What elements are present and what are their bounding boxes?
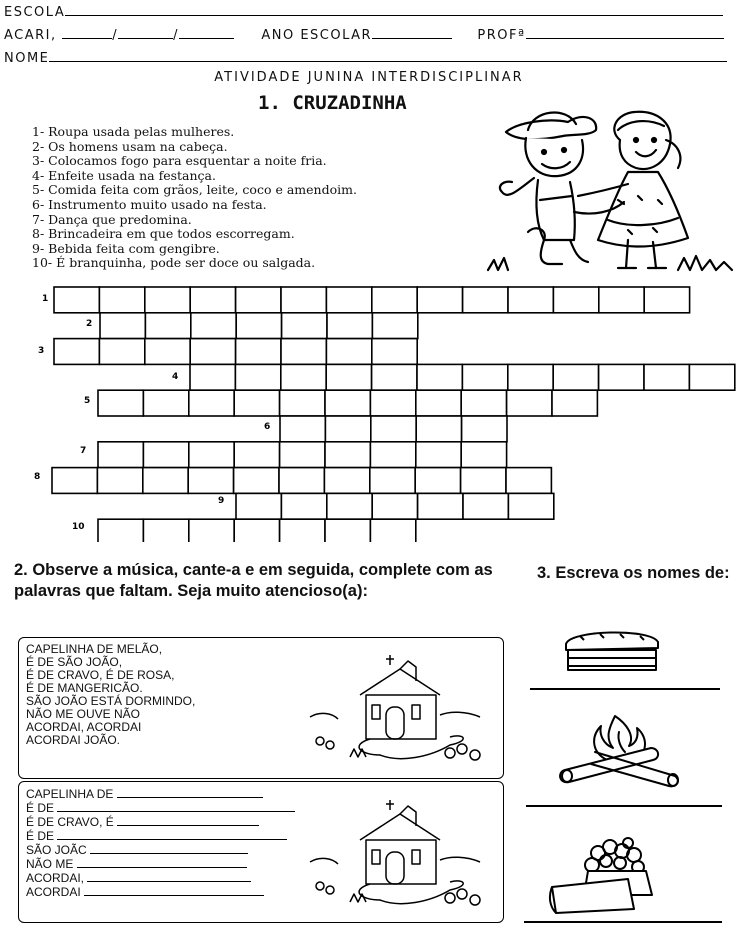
crossword-cell[interactable] — [280, 416, 325, 442]
row-number: 7 — [80, 446, 87, 456]
crossword-cell[interactable] — [461, 442, 506, 468]
crossword-cell[interactable] — [461, 390, 506, 416]
crossword-cell[interactable] — [326, 364, 371, 390]
crossword-cell[interactable] — [281, 339, 326, 365]
crossword-cell[interactable] — [370, 390, 415, 416]
school-field[interactable] — [65, 4, 723, 16]
crossword-cell[interactable] — [191, 313, 236, 339]
crossword-cell[interactable] — [507, 390, 552, 416]
dancing-couple-illustration — [478, 100, 736, 278]
crossword-cell[interactable] — [418, 493, 463, 519]
fill-blank[interactable] — [90, 843, 248, 854]
activity-title: ATIVIDADE JUNINA INTERDISCIPLINAR — [214, 70, 524, 85]
crossword-cell[interactable] — [372, 313, 417, 339]
fill-blank[interactable] — [77, 857, 247, 868]
crossword-cell[interactable] — [689, 364, 734, 390]
fill-blank[interactable] — [117, 787, 263, 798]
crossword-cell[interactable] — [54, 339, 99, 365]
crossword-cell[interactable] — [52, 468, 97, 494]
fill-line-label: É DE CRAVO, É — [26, 815, 114, 829]
chapel-illustration — [290, 790, 490, 920]
fill-blank[interactable] — [57, 801, 295, 812]
crossword-cell[interactable] — [280, 519, 325, 542]
crossword-cell[interactable] — [372, 493, 417, 519]
month-field[interactable] — [118, 27, 173, 39]
crossword-cell[interactable] — [99, 339, 144, 365]
song-line: É DE CRAVO, É DE ROSA, — [26, 668, 175, 682]
row-number: 9 — [218, 496, 225, 506]
song-line: É DE SÃO JOÃO, — [26, 655, 123, 669]
crossword-cell[interactable] — [599, 364, 644, 390]
crossword-cell[interactable] — [281, 493, 326, 519]
crossword-cell[interactable] — [189, 519, 234, 542]
row-number: 8 — [34, 472, 41, 482]
song-line: CAPELINHA DE MELÃO, — [26, 642, 163, 656]
crossword-cell[interactable] — [372, 364, 417, 390]
fill-line-label: ACORDAI — [26, 885, 81, 899]
crossword-cell[interactable] — [416, 442, 461, 468]
section1-title: 1. CRUZADINHA — [258, 92, 407, 114]
date-line — [4, 27, 724, 43]
teacher-label: PROFª — [477, 28, 526, 43]
crossword-cell[interactable] — [552, 390, 597, 416]
song-line: É DE MANGERICÃO. — [26, 681, 143, 695]
crossword-cell[interactable] — [463, 287, 508, 313]
date-slash: / — [173, 28, 180, 43]
clue-item: 6- Instrumento muito usado na festa. — [32, 196, 267, 212]
crossword-cell[interactable] — [145, 313, 190, 339]
answer-line[interactable] — [530, 688, 720, 690]
row-number: 4 — [172, 372, 179, 382]
fill-line-label: CAPELINHA DE — [26, 787, 114, 801]
crossword-cell[interactable] — [370, 519, 415, 542]
fill-blank[interactable] — [57, 829, 287, 840]
school-year-field[interactable] — [372, 27, 452, 39]
crossword-cell[interactable] — [99, 287, 144, 313]
crossword-cell[interactable] — [54, 287, 99, 313]
crossword-cell[interactable] — [416, 416, 461, 442]
crossword-cell[interactable] — [508, 493, 553, 519]
fill-blank[interactable] — [84, 885, 264, 896]
chapel-illustration — [290, 645, 490, 775]
row-number: 6 — [264, 422, 271, 432]
section3-title: 3. Escreva os nomes de: — [537, 564, 730, 582]
crossword-cell[interactable] — [325, 390, 370, 416]
section2-title: 2. Observe a música, cante-a e em seguida, complete com as palavras que faltam. Seja muito atencioso(a): — [14, 561, 493, 600]
song-line: ACORDAI JOÃO. — [26, 733, 121, 747]
year-field[interactable] — [179, 27, 234, 39]
fill-line-label: SÃO JOÃC — [26, 843, 87, 857]
clue-item: 1- Roupa usada pelas mulheres. — [32, 124, 235, 139]
crossword-cell[interactable] — [282, 313, 327, 339]
answer-line[interactable] — [526, 805, 722, 807]
fill-line-label: ACORDAI, — [26, 871, 85, 885]
clue-item: 10- É branquinha, pode ser doce ou salgada. — [32, 255, 316, 271]
school-label: ESCOLA — [4, 5, 66, 20]
crossword-cell[interactable] — [190, 287, 235, 313]
crossword-cell[interactable] — [236, 339, 281, 365]
clue-item: 5- Comida feita com grãos, leite, coco e amendoim. — [32, 182, 357, 198]
crossword-cell[interactable] — [190, 339, 235, 365]
crossword-cell[interactable] — [324, 468, 369, 494]
fill-line-label: NÃO ME — [26, 857, 74, 871]
crossword-cell[interactable] — [461, 468, 506, 494]
date-slash: / — [112, 28, 119, 43]
crossword-cell[interactable] — [188, 468, 233, 494]
crossword-cell[interactable] — [234, 390, 279, 416]
crossword-cell[interactable] — [463, 493, 508, 519]
crossword-cell[interactable] — [143, 442, 188, 468]
crossword-cell[interactable] — [417, 364, 462, 390]
clue-item: 2- Os homens usam na cabeça. — [32, 138, 228, 154]
crossword-cell[interactable] — [235, 364, 280, 390]
name-line — [4, 50, 727, 66]
crossword-cell[interactable] — [553, 287, 598, 313]
school-line — [4, 4, 723, 20]
clue-item: 3- Colocamos fogo para esquentar a noite fria. — [32, 153, 327, 169]
name-label: NOME — [4, 51, 50, 66]
answer-line[interactable] — [524, 921, 722, 923]
school-year-label: ANO ESCOLAR — [261, 28, 373, 43]
clue-item: 7- Dança que predomina. — [32, 211, 192, 227]
popcorn-icon — [548, 835, 666, 915]
crossword-cell[interactable] — [98, 390, 143, 416]
row-number: 2 — [86, 319, 93, 329]
crossword-cell[interactable] — [234, 442, 279, 468]
crossword-cell[interactable] — [98, 442, 143, 468]
crossword-cell[interactable] — [417, 287, 462, 313]
crossword-cell[interactable] — [100, 313, 145, 339]
day-field[interactable] — [62, 27, 112, 39]
crossword-cell[interactable] — [189, 390, 234, 416]
crossword-cell[interactable] — [145, 287, 190, 313]
song-line: SÃO JOÃO ESTÁ DORMINDO, — [26, 694, 196, 708]
crossword-cell[interactable] — [280, 442, 325, 468]
song-line: ACORDAI, ACORDAI — [26, 720, 142, 734]
acari-label: ACARI, — [4, 28, 57, 43]
crossword-cell[interactable] — [508, 287, 553, 313]
crossword-cell[interactable] — [372, 287, 417, 313]
row-number: 3 — [38, 346, 45, 356]
crossword-cell[interactable] — [325, 519, 370, 542]
crossword-cell[interactable] — [371, 416, 416, 442]
crossword-cell[interactable] — [236, 313, 281, 339]
crossword-cell[interactable] — [234, 468, 279, 494]
crossword-cell[interactable] — [416, 390, 461, 416]
crossword-grid — [0, 280, 738, 542]
row-number: 10 — [72, 522, 85, 532]
crossword-cell[interactable] — [508, 364, 553, 390]
clue-item: 8- Brincadeira em que todos escorregam. — [32, 226, 295, 242]
teacher-field[interactable] — [526, 27, 724, 39]
crossword-cell[interactable] — [370, 442, 415, 468]
crossword-cell[interactable] — [553, 364, 598, 390]
crossword-cell[interactable] — [462, 416, 507, 442]
crossword-cell[interactable] — [143, 468, 188, 494]
crossword-cell[interactable] — [415, 468, 460, 494]
crossword-cell[interactable] — [281, 287, 326, 313]
crossword-cell[interactable] — [143, 519, 188, 542]
crossword-cell[interactable] — [236, 287, 281, 313]
crossword-cell[interactable] — [280, 390, 325, 416]
clue-item: 9- Bebida feita com gengibre. — [32, 240, 220, 256]
name-field[interactable] — [49, 50, 727, 62]
crossword-cell[interactable] — [370, 468, 415, 494]
crossword-cell[interactable] — [644, 364, 689, 390]
fill-in-lyrics — [26, 787, 295, 899]
crossword-cell[interactable] — [599, 287, 644, 313]
fill-line-label: É DE — [26, 829, 55, 843]
crossword-cell[interactable] — [326, 287, 371, 313]
crossword-cell[interactable] — [143, 390, 188, 416]
crossword-cell[interactable] — [279, 468, 324, 494]
fill-line-label: É DE — [26, 801, 55, 815]
row-number: 1 — [42, 294, 49, 304]
song-lyrics — [26, 643, 195, 747]
bonfire-icon — [555, 708, 685, 788]
crossword-cell[interactable] — [327, 493, 372, 519]
crossword-cell[interactable] — [326, 339, 371, 365]
crossword-cell[interactable] — [234, 519, 279, 542]
fill-blank[interactable] — [87, 871, 251, 882]
crossword-cell[interactable] — [281, 364, 326, 390]
song-line: NÃO ME OUVE NÃO — [26, 707, 141, 721]
crossword-cell[interactable] — [236, 493, 281, 519]
crossword-cell[interactable] — [189, 442, 234, 468]
fill-blank[interactable] — [117, 815, 259, 826]
row-number: 5 — [84, 396, 91, 406]
crossword-cell[interactable] — [97, 468, 142, 494]
crossword-cell[interactable] — [372, 339, 417, 365]
crossword-cell[interactable] — [190, 364, 235, 390]
crossword-cell[interactable] — [462, 364, 507, 390]
clue-list — [32, 125, 357, 271]
crossword-cell[interactable] — [145, 339, 190, 365]
crossword-cell[interactable] — [644, 287, 689, 313]
clue-item: 4- Enfeite usada na festança. — [32, 167, 216, 183]
crossword-cell[interactable] — [98, 519, 143, 542]
crossword-cell[interactable] — [325, 416, 370, 442]
cake-icon — [560, 622, 666, 674]
crossword-cell[interactable] — [325, 442, 370, 468]
crossword-cell[interactable] — [506, 468, 551, 494]
crossword-cell[interactable] — [327, 313, 372, 339]
